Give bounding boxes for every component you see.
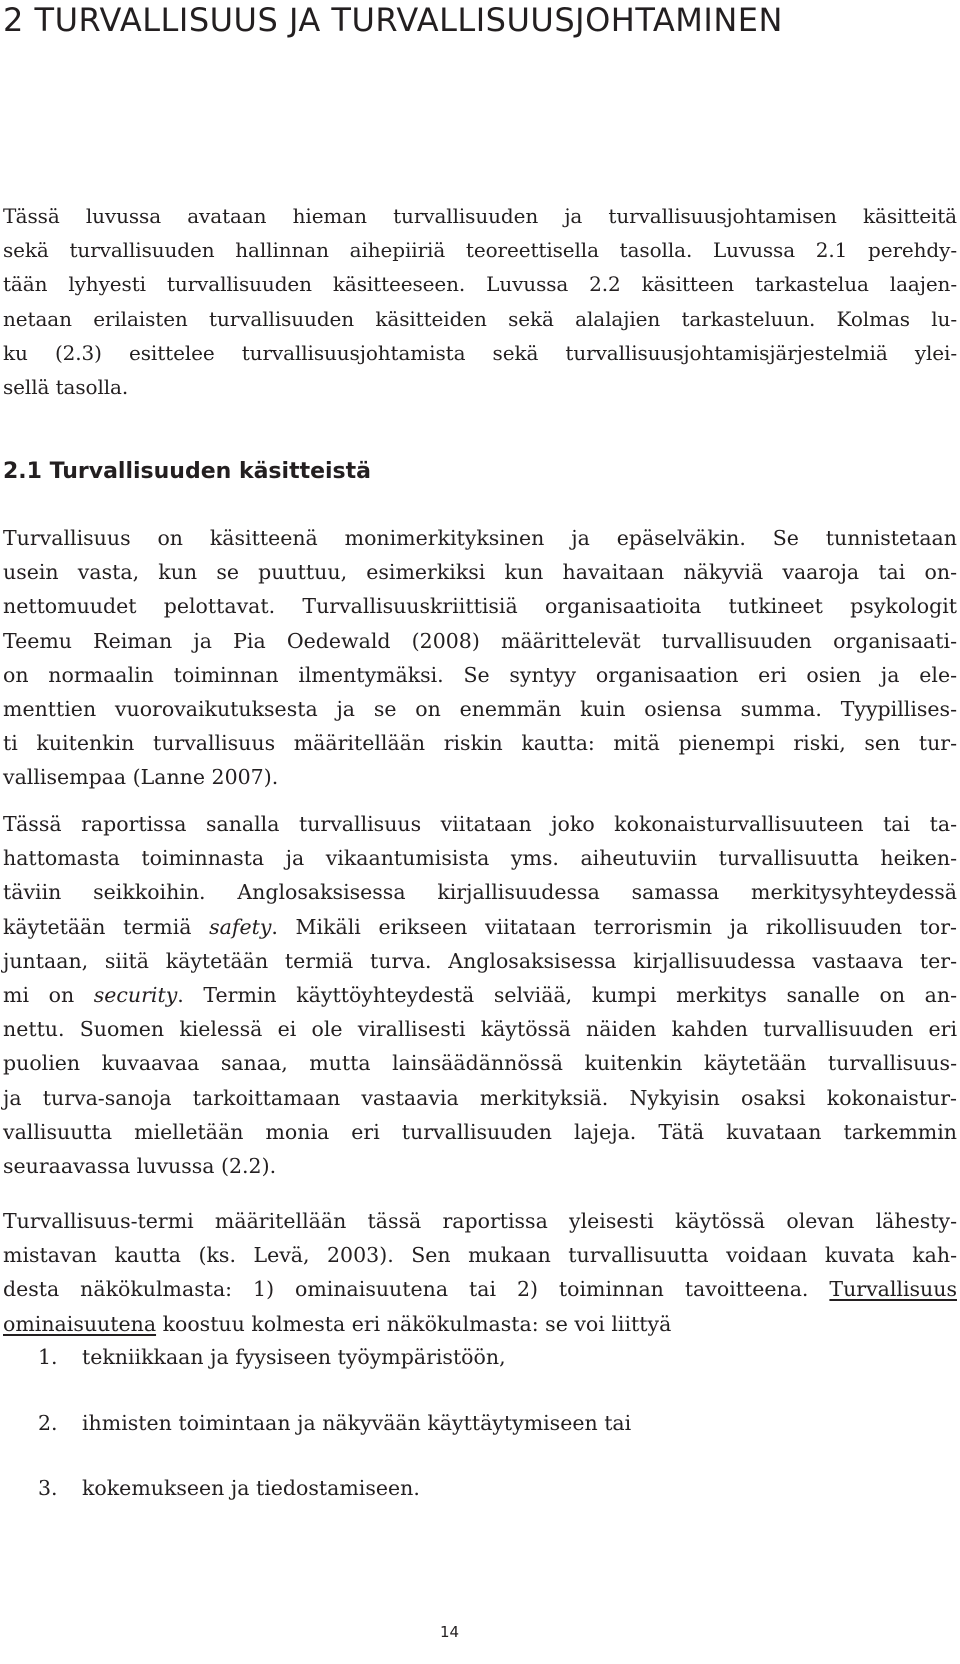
page-number: 14: [440, 1623, 460, 1641]
text-line: tään lyhyesti turvallisuuden käsitteeseen. Luvussa 2.2 käsitteen tarkastelua laajen-: [3, 272, 957, 297]
text-line: netaan erilaisten turvallisuuden käsitteiden sekä alalajien tarkasteluun. Kolmas lu-: [3, 306, 957, 331]
list-text: tekniikkaan ja fyysiseen työympäristöön,: [82, 1345, 506, 1369]
text-segment: . Termin käyttöyhteydestä selviää, kumpi merkitys sanalle on an-: [177, 983, 958, 1008]
text-line: usein vasta, kun se puuttuu, esimerkiksi kun havaitaan näkyviä vaaroja tai on-: [3, 560, 957, 585]
text-line: seuraavassa luvussa (2.2).: [3, 1154, 277, 1179]
text-line: menttien vuorovaikutuksesta ja se on enemmän kuin osiensa summa. Tyypillises-: [3, 697, 957, 722]
list-text: ihmisten toimintaan ja näkyvään käyttäytymiseen tai: [82, 1411, 632, 1435]
body-paragraph-2: [3, 807, 957, 1183]
text-segment: mi on: [3, 983, 94, 1008]
text-line: [3, 978, 957, 1012]
text-line: nettu. Suomen kielessä ei ole virallisesti käytössä näiden kahden turvallisuuden eri: [3, 1017, 957, 1042]
text-line: Tässä luvussa avataan hieman turvallisuuden ja turvallisuusjohtamisen käsitteitä: [3, 204, 957, 228]
intro-paragraph: [3, 199, 957, 404]
list-number: 2.: [38, 1411, 58, 1435]
text-line: hattomasta toiminnasta ja vikaantumisista yms. aiheutuviin turvallisuutta heiken-: [3, 846, 957, 871]
text-segment: koostuu kolmesta eri näkökulmasta: se voi liittyä: [156, 1311, 672, 1336]
text-line: mistavan kautta (ks. Levä, 2003). Sen mukaan turvallisuutta voidaan kuvata kah-: [3, 1243, 957, 1268]
text-line: on normaalin toiminnan ilmentymäksi. Se syntyy organisaation eri osien ja ele-: [3, 662, 957, 687]
list-item: [38, 1471, 420, 1505]
text-line: [3, 910, 957, 944]
chapter-title: 2 TURVALLISUUS JA TURVALLISUUSJOHTAMINEN: [3, 1, 783, 39]
text-line: Turvallisuus on käsitteenä monimerkityksinen ja epäselväkin. Se tunnistetaan: [3, 526, 957, 550]
text-line: ja turva-sanoja tarkoittamaan vastaavia merkityksiä. Nykyisin osaksi kokonaistur-: [3, 1085, 957, 1110]
text-segment: desta näkökulmasta: 1) ominaisuutena tai 2) toiminnan tavoitteena.: [3, 1277, 830, 1302]
text-segment: käytetään termiä: [3, 914, 210, 939]
text-line: puolien kuvaavaa sanaa, mutta lainsäädännössä kuitenkin käytetään turvallisuus-: [3, 1051, 957, 1076]
text-line: nettomuudet pelottavat. Turvallisuuskriittisiä organisaatioita tutkineet psykologit: [3, 594, 957, 619]
text-line: ku (2.3) esittelee turvallisuusjohtamista sekä turvallisuusjohtamisjärjestelmiä ylei-: [3, 340, 957, 365]
term-safety: safety: [209, 914, 272, 939]
underlined-term: ominaisuutena: [3, 1311, 157, 1336]
underlined-term: Turvallisuus: [829, 1277, 957, 1302]
list-number: 3.: [38, 1476, 58, 1500]
text-line: täviin seikkoihin. Anglosaksisessa kirjallisuudessa samassa merkitysyhteydessä: [3, 880, 957, 905]
text-line: Tässä raportissa sanalla turvallisuus viitataan joko kokonaisturvallisuuteen tai ta-: [3, 812, 957, 836]
term-security: security: [93, 983, 178, 1008]
text-line: [3, 1307, 957, 1341]
text-segment: . Mikäli erikseen viitataan terrorismin ja rikollisuuden tor-: [271, 914, 957, 939]
body-paragraph-3: [3, 1204, 957, 1341]
list-item: [38, 1406, 631, 1440]
text-line: juntaan, siitä käytetään termiä turva. Anglosaksisessa kirjallisuudessa vastaava ter-: [3, 948, 957, 973]
text-line: Turvallisuus-termi määritellään tässä raportissa yleisesti käytössä olevan lähesty-: [3, 1209, 957, 1233]
list-text: kokemukseen ja tiedostamiseen.: [82, 1476, 420, 1500]
list-item: [38, 1340, 506, 1374]
text-line: vallisuutta mielletään monia eri turvallisuuden lajeja. Tätä kuvataan tarkemmin: [3, 1119, 957, 1144]
section-heading: 2.1 Turvallisuuden käsitteistä: [3, 459, 372, 484]
text-line: [3, 1272, 957, 1306]
list-number: 1.: [38, 1345, 58, 1369]
body-paragraph-1: [3, 521, 957, 795]
text-line: sekä turvallisuuden hallinnan aihepiiriä teoreettisella tasolla. Luvussa 2.1 perehdy-: [3, 238, 957, 263]
text-line: sellä tasolla.: [3, 375, 129, 400]
text-line: ti kuitenkin turvallisuus määritellään riskin kautta: mitä pienempi riski, sen tur-: [3, 731, 957, 756]
text-line: Teemu Reiman ja Pia Oedewald (2008) määrittelevät turvallisuuden organisaati-: [3, 628, 957, 653]
text-line: vallisempaa (Lanne 2007).: [3, 765, 279, 790]
